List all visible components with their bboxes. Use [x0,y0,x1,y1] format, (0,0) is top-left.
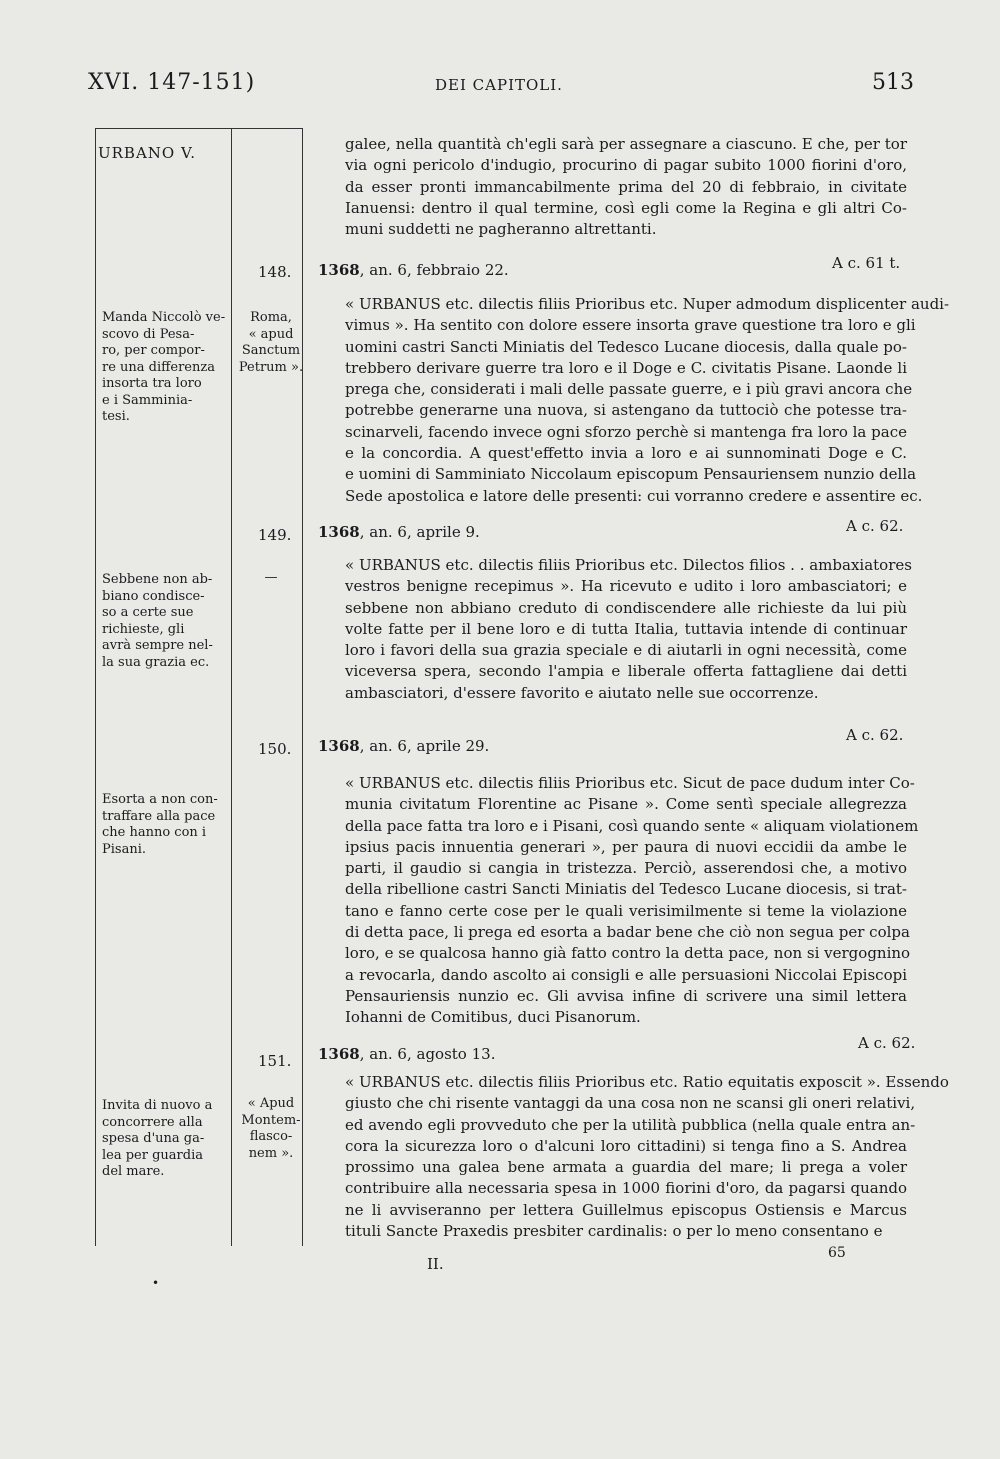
location-line: Montem- [241,1112,301,1128]
page-number: 513 [872,70,914,95]
entry-summary [102,1098,228,1181]
text-line: e la concordia. A quest'effetto invia a loro e ai sunnominati Doge e C. [345,444,907,463]
entry-location [236,310,306,376]
text-line: « URBANUS etc. dilectis filiis Prioribus etc. Ratio equitatis exposcit ». Essendo [345,1073,949,1091]
text-line: tano e fanno certe cose per le quali verisimilmente si teme la violazione [345,901,907,920]
summary-line: Sebbene non ab- [102,572,213,587]
text-line: della ribellione castri Sancti Miniatis del Tedesco Lucane diocesis, si trat- [345,880,907,899]
text-line: di detta pace, li prega ed esorta a badar bene che ciò non segua per colpa [345,923,910,942]
entry-text [345,773,919,1029]
summary-line: concorrere alla [102,1114,203,1130]
archive-reference: A c. 62. [858,1034,916,1052]
text-line: da esser pronti immancabilmente prima del 20 di febbraio, in civitate [345,177,907,196]
entry-date-rest: , an. 6, aprile 29. [359,737,490,755]
text-line: vimus ». Ha sentito con dolore essere insorta grave questione tra loro e gli [345,316,916,335]
summary-line: tesi. [102,409,130,424]
entry-year: 1368 [318,523,360,541]
text-line: Pensauriensis nunzio ec. Gli avvisa infine di scrivere una simil lettera [345,986,907,1005]
text-line: vestros benigne recepimus ». Ha ricevuto e udito i loro ambasciatori; e [345,577,907,596]
text-line: della pace fatta tra loro e i Pisani, così quando sente « aliquam violationem [345,816,919,835]
column-rule-location [302,128,303,1246]
summary-line: spesa d'una ga- [102,1131,205,1146]
entry-date-rest: , an. 6, febbraio 22. [359,261,509,279]
column-rule-summary [231,128,232,1246]
text-line: loro i favori della sua grazia speciale e di aiutarli in ogni necessità, come [345,641,907,660]
text-line: munia civitatum Florentine ac Pisane ». Come sentì speciale allegrezza [345,795,907,814]
text-line: Ianuensi: dentro il qual termine, così egli come la Regina e gli altri Co- [345,198,907,217]
entry-date [318,737,489,755]
text-line: potrebbe generarne una nuova, si astengano da tuttociò che potesse tra- [345,401,907,420]
summary-line: Pisani. [102,841,146,857]
running-header-title: DEI CAPITOLI. [435,76,563,94]
text-line: Iohanni de Comitibus, duci Pisanorum. [345,1008,641,1027]
summary-line: Manda Niccolò ve- [102,310,226,325]
summary-line: avrà sempre nel- [102,638,213,653]
text-line: cora la sicurezza loro o d'alcuni loro cittadini) si tenga fino a S. Andrea [345,1136,907,1155]
text-line: via ogni pericolo d'indugio, procurino di pagar subito 1000 fiorini d'oro, [345,156,907,175]
text-line: sebbene non abbiano creduto di condiscendere alle richieste da lui più [345,598,907,617]
text-line: volte fatte per il bene loro e di tutta Italia, tuttavia intende di continuar [345,619,907,638]
intro-paragraph [345,134,907,240]
text-line: prossimo una galea bene armata a guardia del mare; li prega a voler [345,1158,907,1177]
entry-text [345,555,912,704]
text-line: prega che, considerati i mali delle passate guerre, e i più gravi ancora che [345,380,913,399]
pope-name: URBANO V. [98,144,196,162]
summary-line: so a certe sue [102,605,194,620]
text-line: ed avendo egli provveduto che per la utilità pubblica (nella quale entra an- [345,1115,916,1134]
archive-reference: A c. 62. [846,726,904,744]
entry-year: 1368 [318,737,360,755]
summary-line: e i Samminia- [102,392,193,408]
summary-line: Esorta a non con- [102,792,218,807]
summary-line: insorta tra loro [102,376,202,391]
summary-line: la sua grazia ec. [102,654,210,670]
entry-number: 149. [258,526,292,544]
summary-line: lea per guardia [102,1147,203,1163]
archive-reference: A c. 61 t. [832,254,901,272]
summary-line: biano condisce- [102,588,205,604]
summary-line: scovo di Pesa- [102,326,195,342]
summary-line: re una differenza [102,359,215,375]
text-line: uomini castri Sancti Miniatis del Tedesco Lucane diocesis, dalla quale po- [345,337,907,356]
entry-date-rest: , an. 6, aprile 9. [359,523,480,541]
sheet-number: 65 [828,1245,846,1261]
entry-number: 148. [258,263,292,281]
text-line: Sede apostolica e latore delle presenti: cui vorranno credere e assentire ec. [345,486,923,505]
location-line: Roma, [250,310,292,325]
location-line: Sanctum [241,343,301,358]
text-line: trebbero derivare guerre tra loro e il Doge e C. civitatis Pisane. Laonde li [345,358,907,377]
entry-location [236,570,306,587]
entry-date [318,1045,495,1063]
entry-summary [102,572,228,671]
location-line: nem ». [248,1145,294,1161]
summary-line: ro, per compor- [102,343,205,358]
text-line: loro, e se qualcosa hanno già fatto contro la detta pace, non si vergognino [345,944,911,963]
text-line: viceversa spera, secondo l'ampia e liberale offerta fattagliene dai detti [345,662,907,681]
text-line: « URBANUS etc. dilectis filiis Prioribus etc. Sicut de pace dudum inter Co- [345,774,915,792]
summary-line: del mare. [102,1164,165,1179]
running-header-left: XVI. 147-151) [88,70,256,95]
text-line: tituli Sancte Praxedis presbiter cardinalis: o per lo meno consentano e [345,1222,883,1241]
summary-line: traffare alla pace [102,808,216,824]
summary-line: richieste, gli [102,621,185,637]
location-line: « apud [248,326,294,342]
text-line: parti, il gaudio si cangia in tristezza. Perciò, asserendosi che, a motivo [345,859,907,878]
summary-line: che hanno con i [102,825,207,840]
text-line: ambasciatori, d'essere favorito e aiutato nelle sue occorrenze. [345,683,819,702]
entry-date [318,261,509,279]
text-line: muni suddetti ne pagheranno altrettanti. [345,220,657,239]
entry-date [318,523,480,541]
header-rule [95,128,302,129]
text-line: galee, nella quantità ch'egli sarà per assegnare a ciascuno. E che, per tor [345,135,907,153]
entry-summary [102,792,228,858]
signature-mark: II. [427,1255,444,1273]
location-line: « Apud [247,1096,295,1111]
print-dot: • [152,1276,160,1290]
column-rule-left [95,128,96,1246]
text-line: giusto che chi risente vantaggi da una cosa non ne scansi gli oneri relativi, [345,1094,916,1113]
entry-text [345,1072,949,1242]
text-line: e uomini di Samminiato Niccolaum episcopum Pensauriensem nunzio della [345,465,917,484]
summary-line: Invita di nuovo a [102,1098,213,1113]
text-line: « URBANUS etc. dilectis filiis Prioribus etc. Dilectos filios . . ambaxiatores [345,556,912,574]
entry-text [345,294,950,507]
entry-number: 151. [258,1052,292,1070]
text-line: ipsius pacis innuentia generari », per paura di nuovi eccidii da ambe le [345,837,907,856]
text-line: contribuire alla necessaria spesa in 1000 fiorini d'oro, da pagarsi quando [345,1179,907,1198]
text-line: scinarveli, facendo invece ogni sforzo perchè si mantenga fra loro la pace [345,422,907,441]
location-line: Petrum ». [238,359,304,375]
text-line: ne li avviseranno per lettera Guillelmus episcopus Ostiensis e Marcus [345,1200,907,1219]
entry-number: 150. [258,740,292,758]
entry-year: 1368 [318,1045,360,1063]
archive-reference: A c. 62. [846,517,904,535]
location-line: flasco- [249,1129,293,1144]
entry-location [236,1096,306,1162]
text-line: « URBANUS etc. dilectis filiis Prioribus etc. Nuper admodum displicenter audi- [345,295,950,313]
entry-date-rest: , an. 6, agosto 13. [359,1045,496,1063]
entry-summary [102,310,228,426]
entry-year: 1368 [318,261,360,279]
text-line: a revocarla, dando ascolto ai consigli e alle persuasioni Niccolai Episcopi [345,965,907,984]
location-line: — [264,570,278,585]
